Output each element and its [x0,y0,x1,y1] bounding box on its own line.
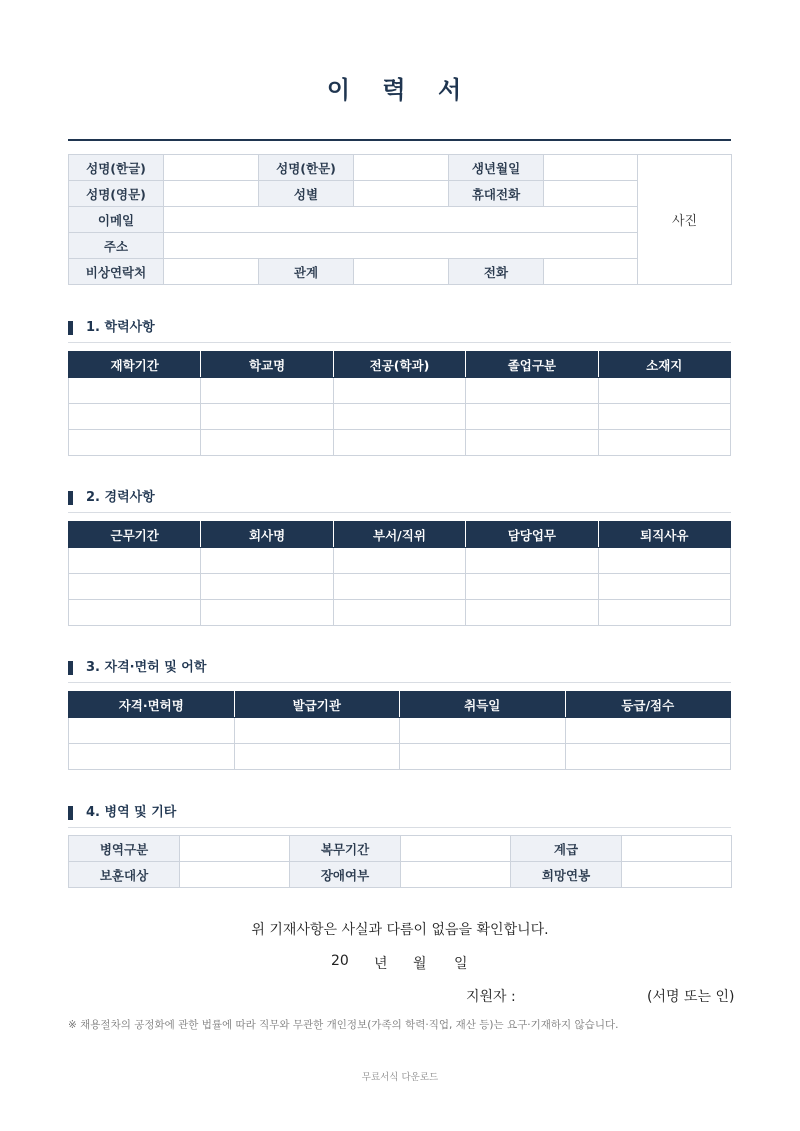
table-cell[interactable] [466,548,598,574]
service-type-label: 병역구분 [69,836,180,862]
confirmation-statement: 위 기재사항은 사실과 다름이 없음을 확인합니다. [251,922,549,938]
table-cell[interactable] [333,600,465,626]
table-cell[interactable] [69,548,201,574]
license-col-0: 자격·면허명 [69,692,235,718]
table-row [69,744,731,770]
rank-label: 계급 [511,836,622,862]
table-cell[interactable] [333,404,465,430]
table-cell[interactable] [69,378,201,404]
table-cell[interactable] [466,430,598,456]
table-row [69,718,731,744]
footer-link[interactable]: 무료서식 다운로드 [361,1072,439,1083]
service-type-field[interactable] [180,836,290,862]
relation-label: 관계 [259,259,354,285]
career-heading-text: 2. 경력사항 [86,490,155,505]
table-row [69,600,731,626]
mobile-label: 휴대전화 [449,181,544,207]
table-cell[interactable] [333,574,465,600]
privacy-notice: ※ 채용절차의 공정화에 관한 법률에 따라 직무와 무관한 개인정보(가족의 학력·직업, 재산 등)는 요구·기재하지 않습니다. [68,1019,619,1031]
gender-label: 성별 [259,181,354,207]
license-heading [68,660,731,683]
table-cell[interactable] [201,574,333,600]
table-cell[interactable] [201,378,333,404]
education-col-3: 졸업구분 [466,352,598,378]
table-row [69,378,731,404]
address-field[interactable] [164,233,638,259]
military-table [68,835,732,888]
table-cell[interactable] [565,744,731,770]
disability-label: 장애여부 [290,862,401,888]
salary-field[interactable] [622,862,732,888]
name-kr-field[interactable] [164,155,259,181]
rank-field[interactable] [622,836,732,862]
table-cell[interactable] [234,718,400,744]
table-cell[interactable] [598,548,730,574]
table-cell[interactable] [69,600,201,626]
license-col-1: 발급기관 [234,692,400,718]
license-heading-text: 3. 자격·면허 및 어학 [86,660,207,675]
section-marker [68,491,73,505]
career-col-0: 근무기간 [69,522,201,548]
education-col-2: 전공(학과) [333,352,465,378]
date-year-prefix: 20 [331,953,349,969]
email-label: 이메일 [69,207,164,233]
education-heading [68,320,731,343]
table-cell[interactable] [400,718,566,744]
career-col-2: 부서/직위 [333,522,465,548]
education-col-0: 재학기간 [69,352,201,378]
date-year-label: 년 [374,956,388,972]
signature-note: (서명 또는 인) [647,989,735,1005]
education-col-1: 학교명 [201,352,333,378]
section-marker [68,321,73,335]
document-title: 이 력 서 [326,76,474,104]
veteran-field[interactable] [180,862,290,888]
table-row [69,404,731,430]
emergency-label: 비상연락처 [69,259,164,285]
table-cell[interactable] [333,430,465,456]
section-marker [68,806,73,820]
table-cell[interactable] [466,600,598,626]
education-heading-text: 1. 학력사항 [86,320,155,335]
gender-field[interactable] [354,181,449,207]
mobile-field[interactable] [544,181,638,207]
date-day-label: 일 [454,956,468,972]
table-cell[interactable] [201,600,333,626]
table-cell[interactable] [69,744,235,770]
table-cell[interactable] [598,600,730,626]
table-cell[interactable] [69,718,235,744]
table-cell[interactable] [201,430,333,456]
military-heading-text: 4. 병역 및 기타 [86,805,177,820]
birth-label: 생년월일 [449,155,544,181]
name-en-label: 성명(영문) [69,181,164,207]
license-col-2: 취득일 [400,692,566,718]
career-col-1: 회사명 [201,522,333,548]
birth-field[interactable] [544,155,638,181]
career-heading [68,490,731,513]
license-col-3: 등급/점수 [565,692,731,718]
table-cell[interactable] [69,574,201,600]
license-table [68,691,731,770]
relation-field[interactable] [354,259,449,285]
table-row [69,574,731,600]
table-row [69,548,731,574]
table-cell[interactable] [598,404,730,430]
table-cell[interactable] [201,404,333,430]
table-cell[interactable] [598,574,730,600]
career-col-4: 퇴직사유 [598,522,730,548]
military-heading [68,805,731,828]
disability-field[interactable] [401,862,511,888]
table-cell[interactable] [466,574,598,600]
table-row [69,430,731,456]
service-period-label: 복무기간 [290,836,401,862]
name-hanja-label: 성명(한문) [259,155,354,181]
title-divider [68,139,731,141]
date-month-label: 월 [413,956,427,972]
table-cell[interactable] [69,404,201,430]
table-cell[interactable] [598,378,730,404]
table-cell[interactable] [598,430,730,456]
photo-box[interactable]: 사진 [638,155,732,285]
emergency-field[interactable] [164,259,259,285]
applicant-label: 지원자 : [466,989,516,1005]
education-col-4: 소재지 [598,352,730,378]
section-marker [68,661,73,675]
name-kr-label: 성명(한글) [69,155,164,181]
veteran-label: 보훈대상 [69,862,180,888]
career-col-3: 담당업무 [466,522,598,548]
table-cell[interactable] [234,744,400,770]
service-period-field[interactable] [401,836,511,862]
table-cell[interactable] [400,744,566,770]
table-cell[interactable] [466,378,598,404]
phone-field[interactable] [544,259,638,285]
salary-label: 희망연봉 [511,862,622,888]
table-cell[interactable] [201,548,333,574]
table-cell[interactable] [69,430,201,456]
phone-label: 전화 [449,259,544,285]
table-cell[interactable] [565,718,731,744]
personal-info-table [68,154,732,285]
table-cell[interactable] [466,404,598,430]
education-table [68,351,731,456]
address-label: 주소 [69,233,164,259]
career-table [68,521,731,626]
table-cell[interactable] [333,378,465,404]
table-cell[interactable] [333,548,465,574]
email-field[interactable] [164,207,638,233]
name-hanja-field[interactable] [354,155,449,181]
name-en-field[interactable] [164,181,259,207]
